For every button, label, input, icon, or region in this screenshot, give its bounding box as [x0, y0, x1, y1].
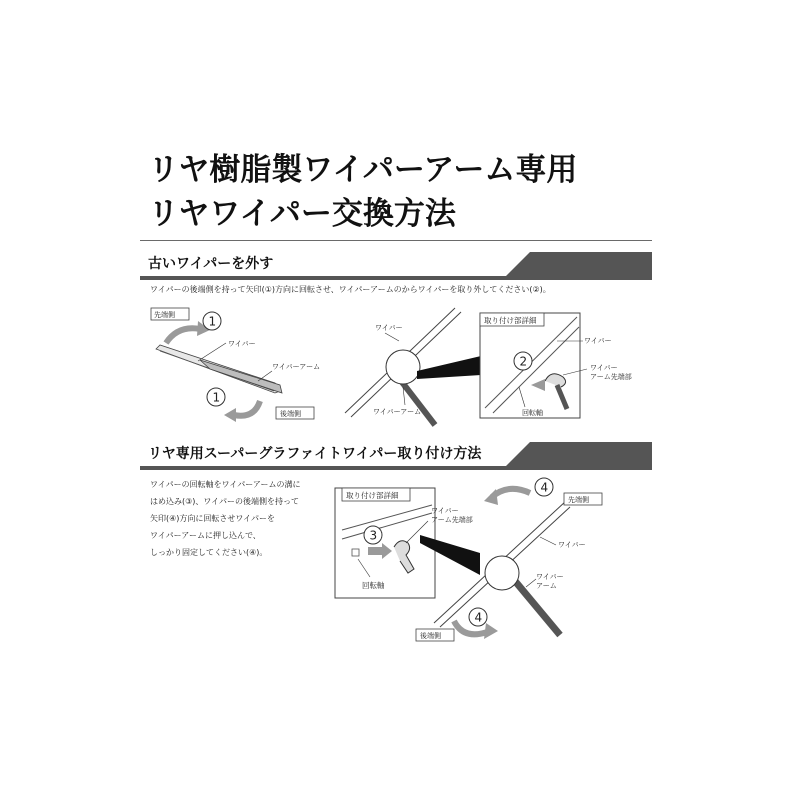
- pivot-2-label: 回転軸: [362, 581, 385, 590]
- pivot-label: 回転軸: [522, 409, 543, 417]
- wiper-mid-leader: [385, 333, 399, 341]
- wiper-2-label: ワイパー: [558, 541, 586, 549]
- section1-heading-bar: [140, 276, 652, 280]
- detail-box-1-title: 取り付け部詳細: [484, 316, 537, 325]
- section2-heading-bar: [140, 466, 652, 470]
- wiper-arm-label: ワイパーアーム: [272, 363, 321, 371]
- section2-install-illustration: [330, 475, 610, 645]
- rotate-arrow-top: [166, 328, 200, 343]
- step1-bottom-number: 1: [212, 390, 221, 405]
- step3-number: 3: [369, 528, 378, 543]
- front-side-label-2: 先端側: [568, 496, 589, 504]
- section2-heading-text: リヤ専用スーパーグラファイトワイパー取り付け方法: [148, 446, 482, 462]
- mid-detail-circle: [386, 350, 420, 384]
- section2-description-line: ワイパーの回転軸をワイパーアームの溝に: [150, 480, 301, 489]
- section1-heading-text: 古いワイパーを外す: [148, 256, 274, 272]
- wiper-2-leader: [540, 537, 556, 545]
- step1-top-number: 1: [208, 314, 217, 329]
- wiper-box-label: ワイパー: [584, 337, 612, 345]
- arm-tip-2-label: [431, 507, 473, 525]
- section2-description-line: ワイパーアームに押し込んで、: [150, 531, 261, 540]
- step4-top-number: 4: [540, 480, 549, 495]
- wiper-arm-2-label-line2: アーム: [536, 582, 557, 590]
- step4-bottom-number: 4: [474, 610, 483, 625]
- detail-box-2-title: 取り付け部詳細: [346, 491, 399, 500]
- wiper-mid-label: ワイパー: [375, 324, 403, 332]
- wiper-arm-mid-label: ワイパーアーム: [373, 408, 422, 416]
- section1-rotate-illustration: [150, 305, 340, 430]
- step2-number: 2: [519, 354, 528, 369]
- rotate-arrowhead-bottom: [224, 408, 236, 422]
- rotate-arrowhead-top-2: [484, 489, 498, 505]
- rotate-arrowhead-bottom-2: [484, 623, 498, 639]
- title-line-2: リヤワイパー交換方法: [148, 196, 456, 232]
- rear-side-label-2: 後端側: [420, 632, 441, 640]
- arm-tip-2-label-line2: アーム先端部: [431, 516, 473, 524]
- section1-heading: [140, 250, 652, 280]
- rotate-arrow-bottom: [234, 401, 260, 416]
- arm-tip-label-line1: ワイパー: [590, 364, 618, 372]
- rotate-arrow-top-2: [492, 489, 530, 497]
- arm-tip-2-label-line1: ワイパー: [431, 507, 459, 515]
- section2-heading: [140, 440, 652, 470]
- title-line-1: リヤ樹脂製ワイパーアーム専用: [148, 152, 578, 188]
- rear-side-label: 後端側: [280, 410, 301, 418]
- wiper-leader-line: [198, 343, 226, 361]
- arm-tip-label: [590, 364, 632, 382]
- front-side-label: 先端側: [154, 311, 175, 319]
- section1-description: ワイパーの後端側を持って矢印(①)方向に回転させ、ワイパーアームのからワイパーを取り外してください(②)。: [150, 285, 551, 294]
- title-divider: [140, 240, 652, 241]
- detail-circle-2: [485, 556, 519, 590]
- section2-description-line: はめ込み(③)、ワイパーの後端側を持って: [150, 497, 300, 506]
- wiper-label: ワイパー: [228, 340, 256, 348]
- section2-description-line: しっかり固定してください(④)。: [150, 548, 268, 557]
- zoom-callout-wedge: [417, 356, 481, 379]
- arm-tip-label-line2: アーム先端部: [590, 373, 632, 381]
- section1-detail-illustration: [335, 303, 590, 428]
- section2-description-line: 矢印(④)方向に回転させワイパーを: [150, 514, 276, 523]
- wiper-arm-2-label-line1: ワイパー: [536, 573, 564, 581]
- wiper-arm-shape: [200, 360, 282, 393]
- section2-description: [150, 476, 301, 561]
- wiper-arm-2-leader: [526, 579, 536, 587]
- page-title: [148, 148, 577, 236]
- pivot-square: [352, 549, 359, 556]
